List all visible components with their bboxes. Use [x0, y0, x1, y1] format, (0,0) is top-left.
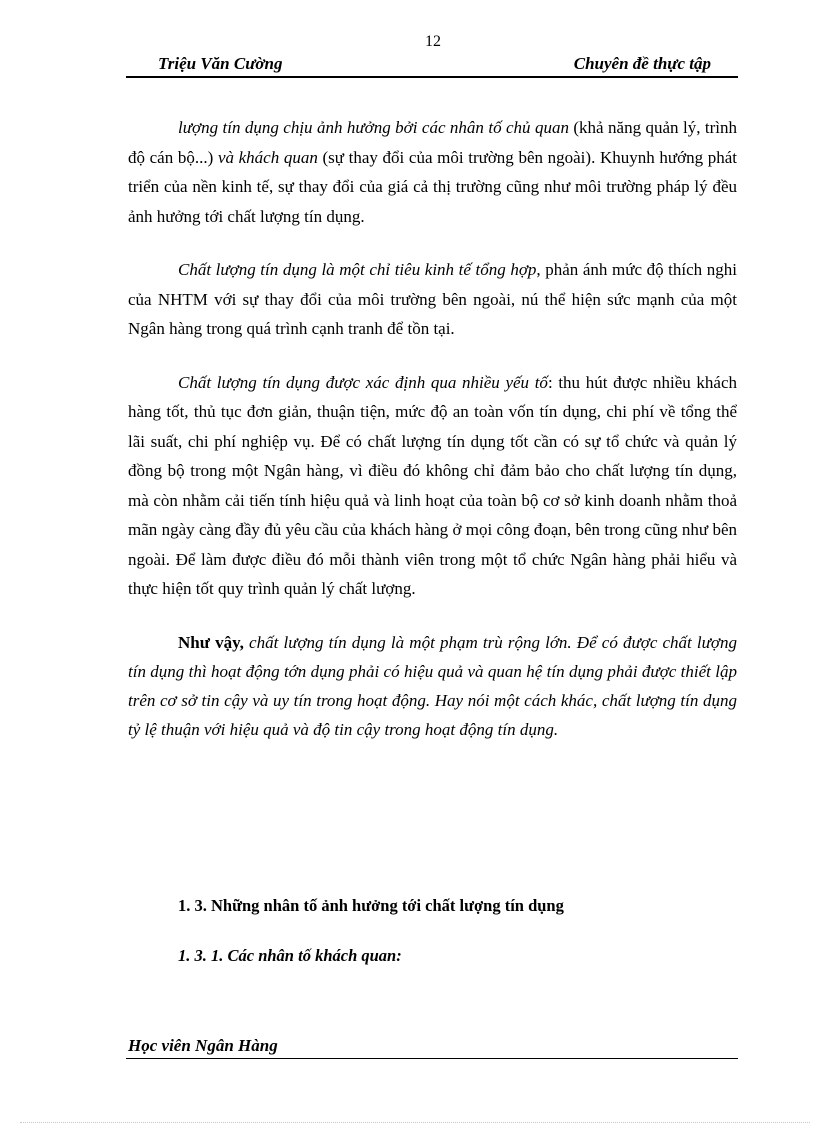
- footer-institution: Học viên Ngân Hàng: [128, 1036, 278, 1055]
- paragraph-summary: [128, 628, 737, 744]
- paragraph-determinants: [128, 368, 737, 604]
- body-text: : thu hút được nhiều khách hàng tốt, thủ tục đơn giản, thuận tiện, mức độ an toàn vốn tín dụng, chi phí về tổng thể lãi suất, chi phí nghiệp vụ. Để có chất lượng tín dụng tốt cần có sự tổ chức và quản lý đồng bộ trong một Ngân hàng, vì điều đó không chỉ đảm bảo cho chất lượng tín dụng, mà còn nhằm cải tiến tính hiệu quả và linh hoạt của toàn bộ cơ sở kinh doanh nhằm thoả mãn ngày càng đầy đủ yêu cầu của khách hàng ở mọi công đoạn, bên trong cũng như bên ngoài. Để làm được điều đó mỗi thành viên trong một tổ chức Ngân hàng phải hiểu và thực hiện tốt quy trình quản lý chất lượng.: [128, 372, 737, 598]
- body-text: (sự thay đổi của môi trường bên ngoài). Khuynh hướng phát triển của nền kinh tế, sự thay đổi của giá cả thị trường cũng như môi trường pháp lý đều ảnh hưởng tới chất lượng tín dụng.: [128, 147, 737, 226]
- italic-text: Chất lượng tín dụng là một chỉ tiêu kinh tế tổng hợp: [178, 260, 537, 279]
- body-text: , phản ánh mức độ thích nghi của NHTM với sự thay đổi của môi trường bên ngoài, nú thể hiện sức mạnh của một Ngân hàng trong quá trình cạnh tranh để tồn tại.: [128, 260, 737, 338]
- page-header: [126, 54, 738, 78]
- subsection-heading: 1. 3. 1. Các nhân tố khách quan:: [178, 946, 402, 965]
- bold-lead: Như vậy,: [178, 632, 244, 652]
- italic-text: và khách quan: [217, 147, 318, 167]
- section-heading: 1. 3. Những nhân tố ảnh hưởng tới chất lượng tín dụng: [178, 896, 564, 915]
- italic-text: chất lượng tín dụng là một phạm trù rộng lớn. Để có được chất lượng tín dụng thì hoạt động tớn dụng phải có hiệu quả và quan hệ tín dụng phải được thiết lập trên cơ sở tin cậy và uy tín trong hoạt động. Hay nói một cách khác, chất lượng tín dụng tỷ lệ thuận với hiệu quả và độ tin cậy trong hoạt động tín dụng.: [128, 632, 737, 739]
- body-text: (khả năng quản lý, trình độ cán bộ...): [128, 118, 737, 167]
- italic-text: Chất lượng tín dụng được xác định qua nhiều yếu tố: [178, 372, 548, 392]
- paragraph-quality-factors: [128, 113, 737, 231]
- document-body: [128, 113, 737, 768]
- page-number: 12: [425, 33, 441, 50]
- italic-text: lượng tín dụng chịu ảnh hưởng bởi các nhân tố chủ quan: [178, 118, 569, 137]
- header-author: Triệu Văn Cường: [158, 54, 283, 73]
- paragraph-composite-indicator: [128, 255, 737, 344]
- header-doc-title: Chuyên đề thực tập: [573, 54, 711, 73]
- page-footer: [126, 1036, 738, 1059]
